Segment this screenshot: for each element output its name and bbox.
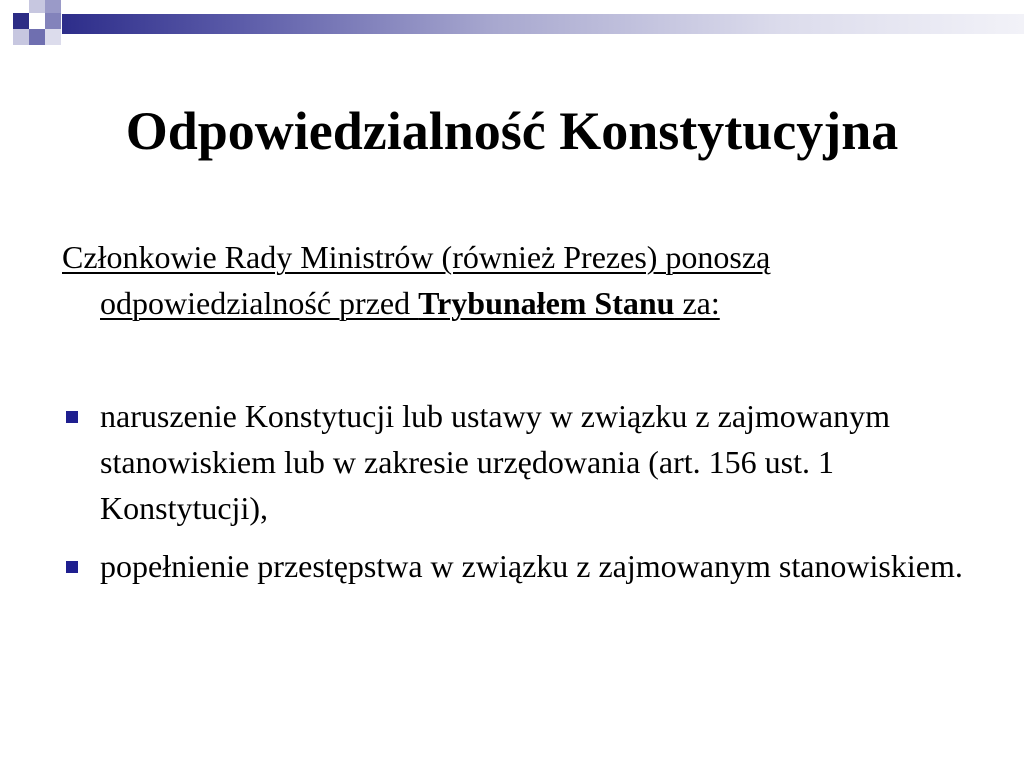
list-item: [62, 393, 982, 531]
intro-line-2-start: odpowiedzialność przed: [100, 285, 419, 321]
intro-bold-term: Trybunałem Stanu: [418, 285, 675, 321]
intro-line-2: [62, 280, 982, 326]
square-bullet-icon: [66, 411, 78, 423]
header-decor-square: [45, 13, 61, 29]
header-decor-square: [29, 29, 45, 45]
intro-line-2-end: za:: [674, 285, 720, 321]
intro-line-1: Członkowie Rady Ministrów (również Prezes) ponoszą: [62, 239, 771, 275]
list-item-text: popełnienie przestępstwa w związku z zajmowanym stanowiskiem.: [100, 548, 963, 584]
header-gradient-bar: [62, 14, 1024, 34]
list-item: [62, 543, 982, 589]
header-decor-square: [13, 13, 29, 29]
header-decor-square: [45, 29, 61, 45]
bullet-list: [62, 393, 982, 601]
header-decor-square: [29, 13, 45, 29]
square-bullet-icon: [66, 561, 78, 573]
slide-title: Odpowiedzialność Konstytucyjna: [125, 101, 899, 161]
header-decor-square: [13, 29, 29, 45]
intro-paragraph: [62, 234, 982, 326]
list-item-text: naruszenie Konstytucji lub ustawy w związku z zajmowanym stanowiskiem lub w zakresie urzędowania (art. 156 ust. 1 Konstytucji),: [100, 398, 890, 526]
